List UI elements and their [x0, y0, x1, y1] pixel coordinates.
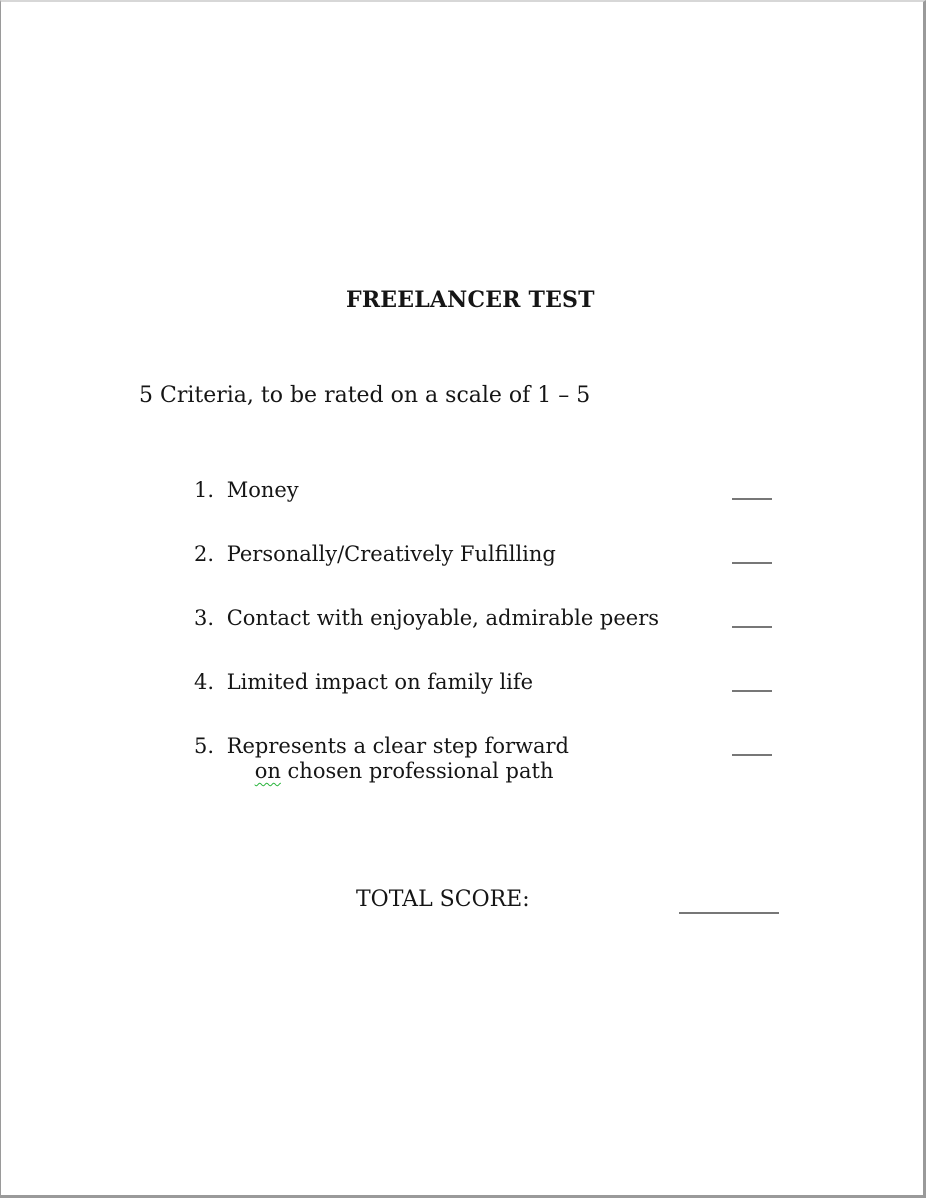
criterion-number: 5.	[194, 734, 215, 758]
score-blank[interactable]	[732, 626, 772, 628]
page-title: FREELANCER TEST	[346, 287, 595, 313]
criterion-fulfilling	[194, 542, 794, 606]
score-blank[interactable]	[732, 690, 772, 692]
total-score-blank[interactable]	[679, 912, 779, 914]
criterion-line-2	[255, 759, 554, 783]
criterion-number: 3.	[194, 606, 215, 630]
criterion-label	[227, 734, 569, 784]
criterion-number: 4.	[194, 670, 215, 694]
spellcheck-flagged-word[interactable]: on	[254, 759, 281, 784]
criterion-line-1: Represents a clear step forward	[226, 734, 569, 758]
criterion-peers	[194, 606, 794, 670]
total-score-label: TOTAL SCORE:	[356, 887, 530, 912]
score-blank[interactable]	[732, 754, 772, 756]
criteria-list	[194, 478, 794, 812]
score-blank[interactable]	[732, 562, 772, 564]
criterion-money	[194, 478, 794, 542]
criterion-professional-path	[194, 734, 794, 812]
criterion-label: Limited impact on family life	[226, 670, 534, 694]
criterion-line-2-rest: chosen professional path	[280, 759, 554, 784]
score-blank[interactable]	[732, 498, 772, 500]
criterion-label: Personally/Creatively Fulfilling	[226, 542, 556, 566]
criterion-number: 1.	[194, 478, 215, 502]
criterion-label: Money	[226, 478, 299, 502]
criterion-number: 2.	[194, 542, 215, 566]
criterion-family-life	[194, 670, 794, 734]
criteria-intro: 5 Criteria, to be rated on a scale of 1 – 5	[139, 383, 591, 408]
criterion-label: Contact with enjoyable, admirable peers	[226, 606, 660, 630]
